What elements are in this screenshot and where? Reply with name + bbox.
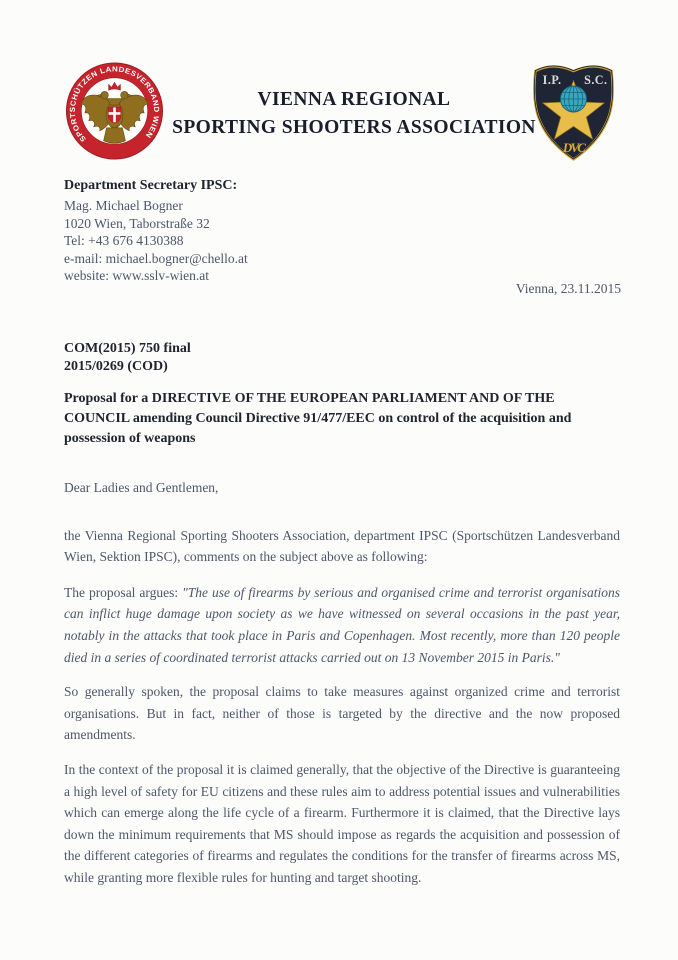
- title-line-1: VIENNA REGIONAL: [257, 89, 451, 110]
- dvc-monogram: DVC: [562, 139, 585, 155]
- subject-reference-1: COM(2015) 750 final: [64, 341, 191, 356]
- ipsc-label-left: I.P.: [542, 73, 562, 88]
- globe-icon: [560, 86, 586, 112]
- seal-ring-text: SPORTSCHÜTZEN LANDESVERBAND WIEN: [67, 64, 162, 144]
- vienna-shield-icon: [108, 107, 121, 123]
- quote-lead: The proposal argues:: [64, 584, 183, 600]
- subject-reference-2: 2015/0269 (COD): [64, 358, 168, 374]
- subject-block: [64, 340, 620, 449]
- quote-text: "The use of firearms by serious and organised crime and terrorist organisations can inflict huge damage upon society as we have witnessed on several occasions in the past year, notably in the attacks that took place in Paris and Copenhagen. Most recently, more than 120 people died in a series of coordinated terrorist attacks carried out on 13 November 2015 in Paris.": [64, 584, 620, 665]
- paragraph-comment: So generally spoken, the proposal claims to take measures against organized crime and terrorist organisations. But in fact, neither of those is targeted by the directive and the now proposed amendments.: [64, 684, 620, 743]
- paragraph-intro: the Vienna Regional Sporting Shooters Association, department IPSC (Sportschützen Landesverband Wien, Sektion IPSC), comments on the subject above as following:: [64, 527, 620, 565]
- contact-address: 1020 Wien, Taborstraße 32: [64, 215, 210, 231]
- contact-phone: Tel: +43 676 4130388: [64, 233, 184, 249]
- letter-body: [64, 477, 620, 889]
- title-line-2: SPORTING SHOOTERS ASSOCIATION: [172, 116, 536, 138]
- contact-email: e-mail: michael.bogner@chello.at: [64, 250, 248, 266]
- paragraph-quote: [64, 582, 620, 668]
- contact-website: website: www.sslv-wien.at: [64, 268, 209, 284]
- salutation: Dear Ladies and Gentlemen,: [64, 480, 219, 495]
- association-title: [150, 86, 558, 141]
- ipsc-shield-icon: [527, 56, 620, 168]
- dateline: Vienna, 23.11.2015: [515, 281, 621, 296]
- contact-block: [64, 177, 248, 285]
- paragraph-context: In the context of the proposal it is claimed generally, that the objective of the Directive is guaranteeing a high level of safety for EU citizens and these rules aim to address potential issues and vulnerabilities which can emerge along the life cycle of a firearm. Furthermore it is claimed, that the Directive lays down the minimum requirements that MS should impose as regards the acquisition and possession of the different categories of firearms and regulates the conditions for the transfer of firearms across MS, while granting more flexible rules for hunting and target shooting.: [64, 761, 620, 885]
- contact-name: Mag. Michael Bogner: [64, 198, 183, 214]
- contact-heading: Department Secretary IPSC:: [64, 178, 238, 193]
- subject-proposal-title: Proposal for a DIRECTIVE OF THE EUROPEAN PARLIAMENT AND OF THE COUNCIL amending Council Directive 91/477/EEC on control of the acquisition and possession of weapons: [64, 391, 572, 446]
- ipsc-label-right: S.C.: [584, 73, 608, 88]
